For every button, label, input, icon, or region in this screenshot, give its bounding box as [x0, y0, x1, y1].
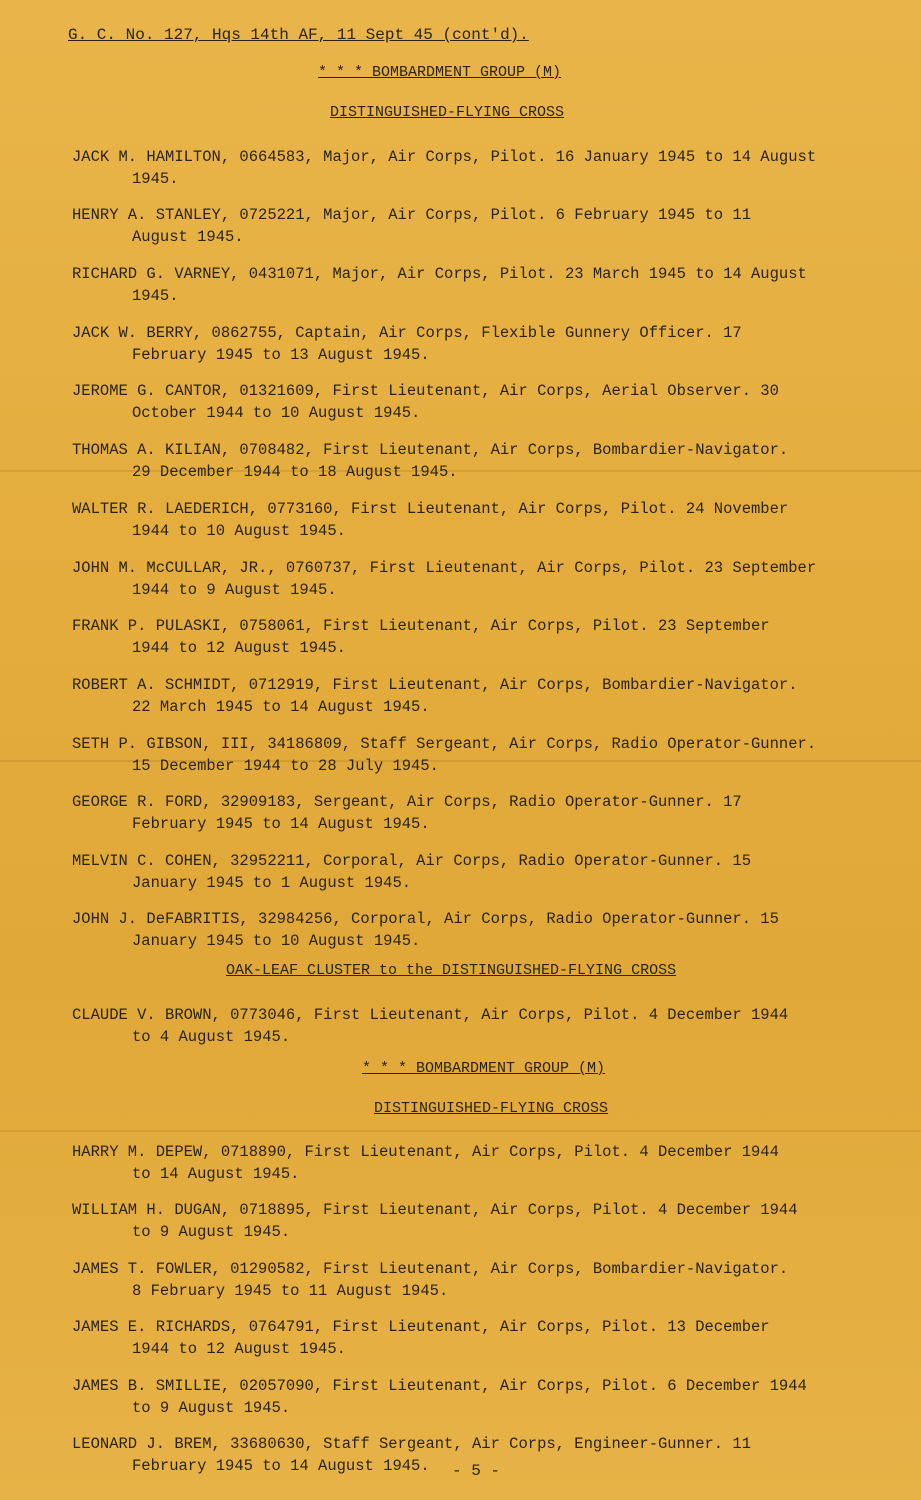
citation-entry: HENRY A. STANLEY, 0725221, Major, Air Corps, Pilot. 6 February 1945 to 11 August 1945. [72, 206, 752, 246]
document-header: G. C. No. 127, Hqs 14th AF, 11 Sept 45 (cont'd). [68, 26, 529, 44]
citation-entry: JOHN M. McCULLAR, JR., 0760737, First Lieutenant, Air Corps, Pilot. 23 September 1944 to 9 August 1945. [72, 559, 817, 599]
citation-entry: JOHN J. DeFABRITIS, 32984256, Corporal, Air Corps, Radio Operator-Gunner. 15 January 1945 to 10 August 1945. [72, 910, 779, 950]
citation-entry: LEONARD J. BREM, 33680630, Staff Sergeant, Air Corps, Engineer-Gunner. 11 February 1945 to 14 August 1945. [72, 1435, 752, 1475]
citation-entry: FRANK P. PULASKI, 0758061, First Lieutenant, Air Corps, Pilot. 23 September 1944 to 12 August 1945. [72, 617, 770, 657]
citation-entry: JAMES T. FOWLER, 01290582, First Lieutenant, Air Corps, Bombardier-Navigator. 8 February 1945 to 11 August 1945. [72, 1260, 789, 1300]
citation-entry: WILLIAM H. DUGAN, 0718895, First Lieutenant, Air Corps, Pilot. 4 December 1944 to 9 August 1945. [72, 1201, 798, 1241]
oak-leaf-title: OAK-LEAF CLUSTER to the DISTINGUISHED-FLYING CROSS [226, 962, 677, 979]
citation-entry: CLAUDE V. BROWN, 0773046, First Lieutenant, Air Corps, Pilot. 4 December 1944 to 4 August 1945. [72, 1006, 789, 1046]
paper-crease [0, 1130, 921, 1132]
citation-entry: SETH P. GIBSON, III, 34186809, Staff Sergeant, Air Corps, Radio Operator-Gunner. 15 December 1944 to 28 July 1945. [72, 735, 817, 775]
group-1-title: * * * BOMBARDMENT GROUP (M) [318, 64, 562, 81]
group-2-award-title: DISTINGUISHED-FLYING CROSS [374, 1100, 609, 1117]
citation-entry: RICHARD G. VARNEY, 0431071, Major, Air Corps, Pilot. 23 March 1945 to 14 August 1945. [72, 265, 807, 305]
group-2-title: * * * BOMBARDMENT GROUP (M) [362, 1060, 606, 1077]
page-number: - 5 - [452, 1462, 501, 1480]
citation-entry: MELVIN C. COHEN, 32952211, Corporal, Air Corps, Radio Operator-Gunner. 15 January 1945 to 1 August 1945. [72, 852, 752, 892]
citation-entry: WALTER R. LAEDERICH, 0773160, First Lieutenant, Air Corps, Pilot. 24 November 1944 to 10 August 1945. [72, 500, 789, 540]
citation-entry: JACK M. HAMILTON, 0664583, Major, Air Corps, Pilot. 16 January 1945 to 14 August 1945. [72, 148, 817, 188]
group-1-award-title: DISTINGUISHED-FLYING CROSS [330, 104, 565, 121]
citation-entry: JAMES E. RICHARDS, 0764791, First Lieutenant, Air Corps, Pilot. 13 December 1944 to 12 August 1945. [72, 1318, 770, 1358]
citation-entry: THOMAS A. KILIAN, 0708482, First Lieutenant, Air Corps, Bombardier-Navigator. 29 December 1944 to 18 August 1945. [72, 441, 789, 481]
citation-entry: ROBERT A. SCHMIDT, 0712919, First Lieutenant, Air Corps, Bombardier-Navigator. 22 March 1945 to 14 August 1945. [72, 676, 798, 716]
citation-entry: GEORGE R. FORD, 32909183, Sergeant, Air Corps, Radio Operator-Gunner. 17 February 1945 to 14 August 1945. [72, 793, 742, 833]
citation-entry: HARRY M. DEPEW, 0718890, First Lieutenant, Air Corps, Pilot. 4 December 1944 to 14 August 1945. [72, 1143, 779, 1183]
citation-entry: JEROME G. CANTOR, 01321609, First Lieutenant, Air Corps, Aerial Observer. 30 October 1944 to 10 August 1945. [72, 382, 779, 422]
citation-entry: JACK W. BERRY, 0862755, Captain, Air Corps, Flexible Gunnery Officer. 17 February 1945 to 13 August 1945. [72, 324, 742, 364]
citation-entry: JAMES B. SMILLIE, 02057090, First Lieutenant, Air Corps, Pilot. 6 December 1944 to 9 August 1945. [72, 1377, 807, 1417]
